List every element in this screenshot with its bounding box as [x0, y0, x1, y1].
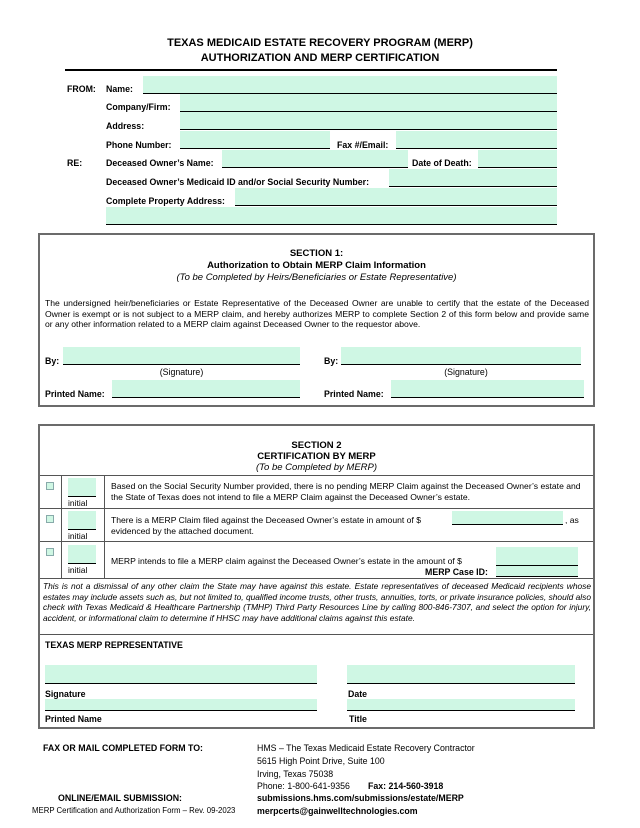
name-label: Name: [106, 84, 133, 94]
company-field[interactable] [180, 94, 557, 112]
phone-label: Phone Number: [106, 140, 172, 150]
row1-initial-field[interactable] [68, 478, 96, 497]
header-rule [65, 69, 557, 71]
merp-rep-heading: TEXAS MERP REPRESENTATIVE [45, 640, 183, 650]
deceased-name-field[interactable] [222, 150, 408, 168]
row3-text: MERP intends to file a MERP claim against the Deceased Owner’s estate in the amount of $ [111, 556, 462, 566]
submission-url[interactable]: submissions.hms.com/submissions/estate/MERP [257, 793, 464, 803]
signature-caption-left: (Signature) [159, 367, 204, 377]
medicaid-id-label: Deceased Owner’s Medicaid ID and/or Social Security Number: [106, 177, 370, 187]
merp-case-id-field[interactable] [496, 566, 578, 577]
property-address-field-line2[interactable] [106, 207, 557, 225]
date-of-death-field[interactable] [478, 150, 557, 168]
row3-checkbox[interactable] [46, 548, 54, 556]
printed-name-field-left[interactable] [112, 380, 300, 398]
row3-initial-field[interactable] [68, 545, 96, 564]
row1-initial-label: initial [68, 498, 88, 508]
submission-email[interactable]: merpcerts@gainwelltechnologies.com [257, 806, 418, 816]
company-label: Company/Firm: [106, 102, 171, 112]
signature-field-right[interactable] [341, 347, 581, 365]
rep-signature-field[interactable] [45, 665, 317, 684]
row2-text: There is a MERP Claim filed against the Deceased Owner’s estate in amount of $ [111, 515, 422, 525]
hms-phone-line: Phone: 1-800-641-9356 [257, 781, 350, 791]
rep-date-label: Date [348, 689, 368, 699]
section2-heading: SECTION 2 [291, 440, 342, 451]
hms-fax: Fax: 214-560-3918 [368, 781, 444, 791]
row2-checkbox[interactable] [46, 515, 54, 523]
hms-line2: 5615 High Point Drive, Suite 100 [257, 756, 385, 766]
rep-signature-label: Signature [45, 689, 86, 699]
row1-text: Based on the Social Security Number provided, there is no pending MERP Claim against the Deceased Owner’s estate and the State of Texas does not intend to file a MERP Claim against the Deceased Owner’s estate. [111, 481, 581, 502]
row2-initial-field[interactable] [68, 511, 96, 530]
rep-title-label: Title [349, 714, 367, 724]
rep-date-field[interactable] [347, 665, 575, 684]
deceased-name-label: Deceased Owner’s Name: [106, 158, 214, 168]
by-label-right: By: [324, 356, 339, 366]
medicaid-id-field[interactable] [389, 169, 557, 187]
row2-amount-field[interactable] [452, 511, 563, 525]
section1-subheading: Authorization to Obtain MERP Claim Information [207, 260, 426, 271]
merp-case-id-label: MERP Case ID: [425, 567, 488, 577]
printed-name-label-right: Printed Name: [324, 389, 384, 399]
row2-tail: , as [565, 515, 579, 525]
signature-caption-right: (Signature) [444, 367, 488, 377]
section1-body: The undersigned heir/beneficiaries or Estate Representative of the Deceased Owner are unable to certify that the estate of the Deceased Owner is exempt or is not subject to a MERP claim, and hereby authorizes MERP to complete Section 2 of this form below and provide same or any other information related to a MERP claim against Deceased Owner to the requestor above. [45, 298, 589, 330]
from-name-field[interactable] [143, 76, 557, 94]
section2-note: (To be Completed by MERP) [255, 462, 378, 473]
hms-line1: HMS – The Texas Medicaid Estate Recovery Contractor [257, 743, 475, 753]
by-label-left: By: [45, 356, 60, 366]
row3-amount-field[interactable] [496, 547, 578, 566]
online-submission-label: ONLINE/EMAIL SUBMISSION: [58, 793, 182, 803]
rep-printed-name-field[interactable] [45, 699, 317, 711]
disclaimer-text: This is not a dismissal of any other claim the State may have against this estate. Estate representatives of deceased Medicaid recipients whose estates may include assets such as, but not limited to, qualified income trusts, other trusts, annuities, torts, or private insurance policies, should also check with Texas Medicaid & Healthcare Partnership (TMHP) Third Party Resources Line by calling 800-846-7307, and select the option for injury, accident, or informational claim to determine if HHSC may have additional claims against this estate. [43, 581, 591, 623]
hms-phone: 1-800-641-9356 [287, 781, 350, 791]
rep-printed-name-label: Printed Name [45, 714, 102, 724]
row2-initial-label: initial [68, 531, 88, 541]
printed-name-label-left: Printed Name: [45, 389, 105, 399]
form-title-line1: TEXAS MEDICAID ESTATE RECOVERY PROGRAM (MERP) [167, 37, 473, 49]
fax-email-field[interactable] [396, 131, 557, 149]
property-address-field[interactable] [235, 188, 557, 206]
property-address-label: Complete Property Address: [106, 196, 225, 206]
fax-mail-label: FAX OR MAIL COMPLETED FORM TO: [43, 743, 203, 753]
from-label: FROM: [67, 84, 96, 94]
form-title-line2: AUTHORIZATION AND MERP CERTIFICATION [200, 52, 440, 64]
re-label: RE: [67, 158, 83, 168]
row3-initial-label: initial [68, 565, 88, 575]
section2-subheading: CERTIFICATION BY MERP [257, 451, 376, 462]
signature-field-left[interactable] [63, 347, 300, 365]
address-field[interactable] [180, 112, 557, 130]
phone-field[interactable] [180, 131, 330, 149]
form-revision: MERP Certification and Authorization Form – Rev. 09-2023 [32, 806, 236, 815]
printed-name-field-right[interactable] [391, 380, 584, 398]
rep-title-field[interactable] [347, 699, 575, 711]
section1-note: (To be Completed by Heirs/Beneficiaries or Estate Representative) [176, 272, 457, 283]
row2-line2: evidenced by the attached document. [111, 526, 254, 536]
fax-email-label: Fax #/Email: [337, 140, 389, 150]
section1-heading: SECTION 1: [289, 248, 344, 259]
hms-line3: Irving, Texas 75038 [257, 769, 334, 779]
date-of-death-label: Date of Death: [412, 158, 472, 168]
row1-checkbox[interactable] [46, 482, 54, 490]
address-label: Address: [106, 121, 145, 131]
